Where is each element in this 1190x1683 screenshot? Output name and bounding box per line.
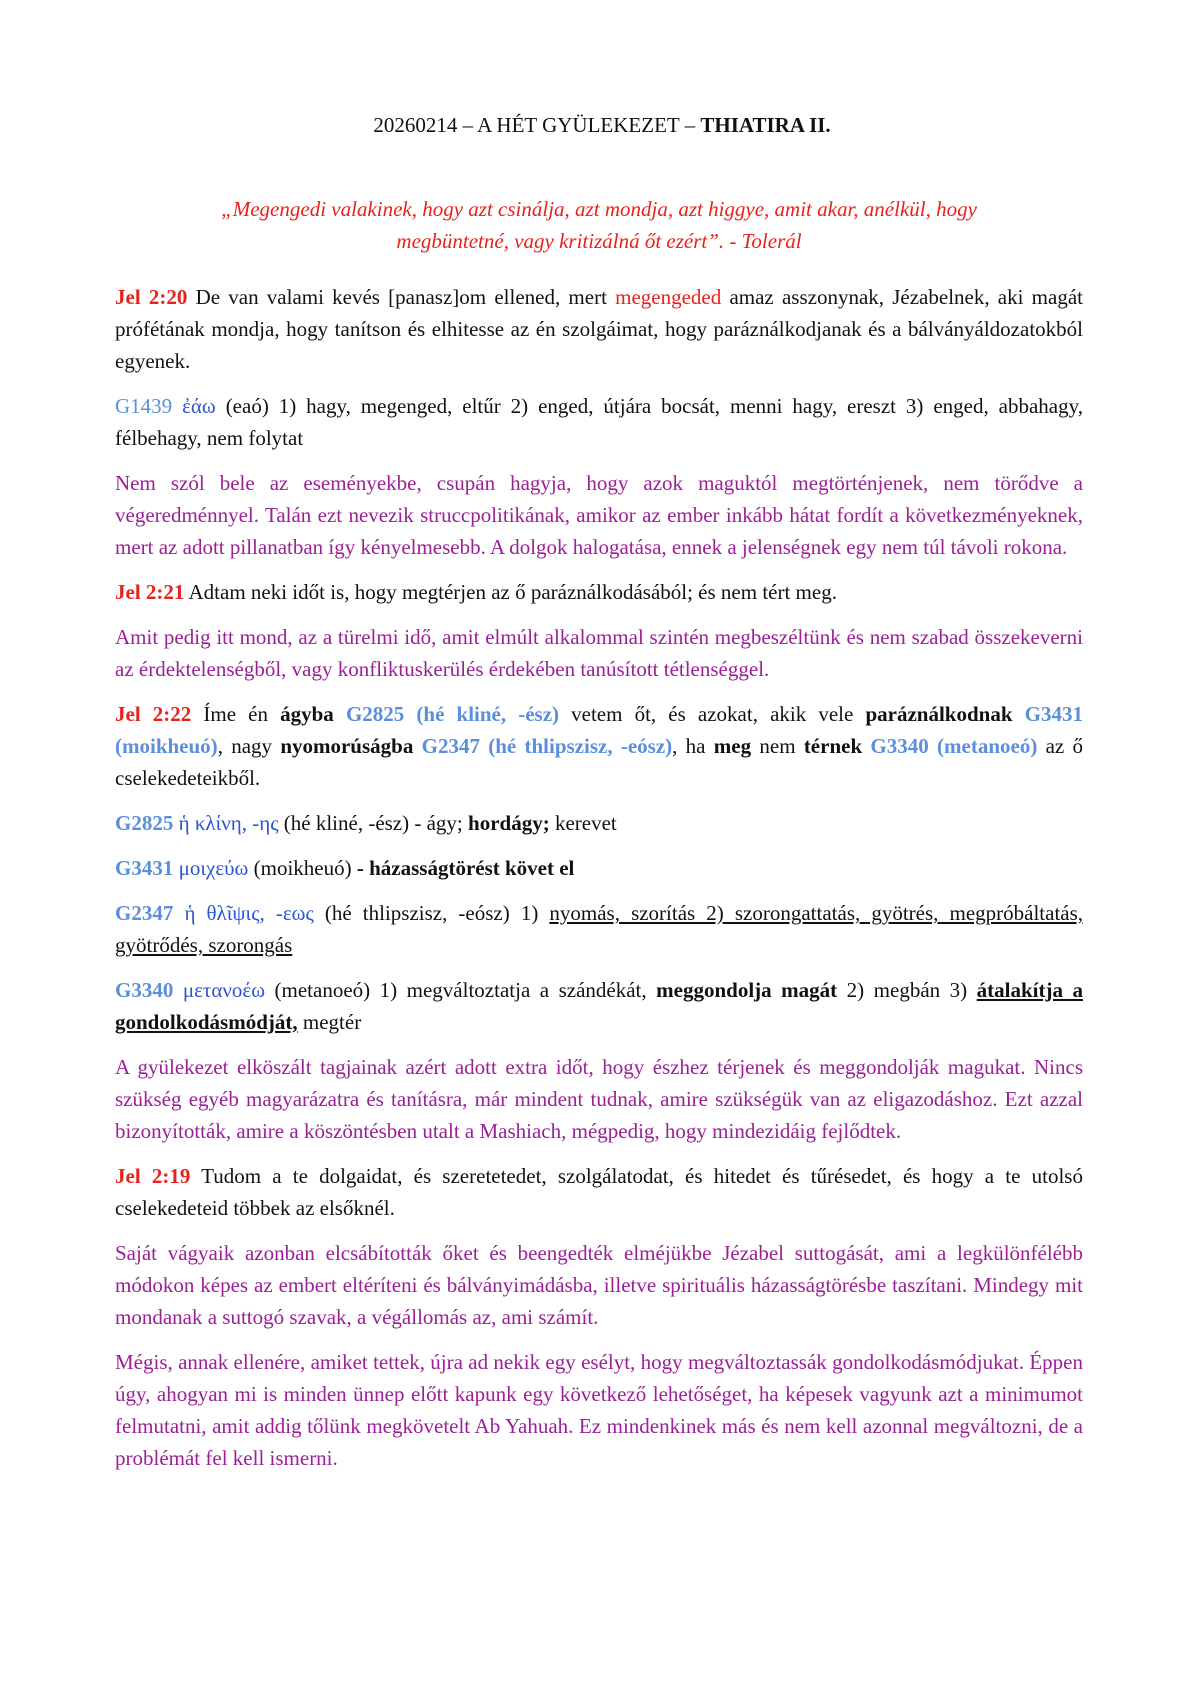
quote-line-2: megbüntetné, vagy kritizálná őt ezért”. - Tolerál xyxy=(396,229,802,253)
verse-ref: Jel 2:20 xyxy=(115,285,188,309)
strong-ref: G2347 (hé thlipszisz, -eósz) xyxy=(421,734,673,758)
verse-text: , ha xyxy=(672,734,714,758)
verse-2-21 xyxy=(115,576,1083,608)
verse-ref: Jel 2:19 xyxy=(115,1164,191,1188)
lexicon-g1439 xyxy=(115,390,1083,454)
bold-word: térnek xyxy=(803,734,863,758)
verse-text: nem xyxy=(751,734,804,758)
greek-word: μοιχεύω xyxy=(178,856,249,880)
strong-ref: G2825 (hé kliné, -ész) xyxy=(345,702,560,726)
strong-code: G3431 xyxy=(115,856,174,880)
bold-word: paráználkodnak xyxy=(865,702,1013,726)
strong-code: G3340 xyxy=(115,978,174,1002)
verse-text: Íme én xyxy=(191,702,281,726)
verse-text: amaz asszonynak, Jézabelnek, aki magát prófétának mondja, hogy tanítson és elhitesse az én szolgáimat, hogy paráználkodjanak és a bálványáldozatokból egyenek. xyxy=(115,285,1083,373)
verse-2-22 xyxy=(115,698,1083,794)
lexicon-text: 2) megbán 3) xyxy=(837,978,977,1002)
bold-word: - házasságtörést követ el xyxy=(356,856,575,880)
underlined-text: nyomás, szorítás 2) szorongattatás, gyötrés, megpróbáltatás, gyötrődés, szorongás xyxy=(115,901,1084,957)
definition-quote xyxy=(115,193,1083,257)
lexicon-text: (eaó) 1) hagy, megenged, eltűr 2) enged, útjára bocsát, menni hagy, ereszt 3) enged, abbahagy, félbehagy, nem folytat xyxy=(115,394,1084,450)
lexicon-text: (moikheuó) xyxy=(248,856,357,880)
lexicon-g3431 xyxy=(115,852,1083,884)
bold-word: meggondolja magát xyxy=(656,978,838,1002)
commentary-paragraph: A gyülekezet elköszált tagjainak azért adott extra időt, hogy észhez térjenek és meggondolják magukat. Nincs szükség egyéb magyarázatra és tanításra, már mindent tudnak, amire szükségük van az eligazodáshoz. Ezt azzal bizonyították, amire a köszöntésben utalt a Mashiach, mégpedig, hogy mindezidáig fejlődtek. xyxy=(115,1055,1083,1143)
bold-word: meg xyxy=(713,734,752,758)
bold-word: ágyba xyxy=(280,702,334,726)
lexicon-text: megtér xyxy=(297,1010,362,1034)
verse-ref: Jel 2:22 xyxy=(115,702,192,726)
greek-word: μετανοέω xyxy=(182,978,266,1002)
verse-2-20 xyxy=(115,281,1083,377)
title-prefix: 20260214 – A HÉT GYÜLEKEZET – xyxy=(373,113,701,137)
greek-word: ἐάω xyxy=(182,394,216,418)
verse-text: , nagy xyxy=(217,734,281,758)
commentary-paragraph: Mégis, annak ellenére, amiket tettek, újra ad nekik egy esélyt, hogy megváltoztassák gondolkodásmódjukat. Éppen úgy, ahogyan mi is minden ünnep előtt kapunk egy következő lehetőséget, ha képesek vagyunk azt a minimumot felmutatni, amit addig tőlünk megkövetelt Ab Yahuah. Ez mindenkinek más és nem kell azonnal megváltozni, de a problémát fel kell ismerni. xyxy=(115,1350,1083,1470)
strong-code: G2825 xyxy=(115,811,174,835)
lexicon-text: (hé thlipszisz, -eósz) 1) xyxy=(313,901,550,925)
verse-ref: Jel 2:21 xyxy=(115,580,185,604)
verse-text: vetem őt, és azokat, akik vele xyxy=(559,702,866,726)
quote-line-1: „Megengedi valakinek, hogy azt csinálja, azt mondja, azt higgye, amit akar, anélkül, hogy xyxy=(221,197,977,221)
greek-word: ἡ κλίνη, -ης xyxy=(178,811,279,835)
bold-underlined-text: átalakítja a gondolkodásmódját, xyxy=(115,978,1083,1034)
verse-2-19 xyxy=(115,1160,1083,1224)
page-title xyxy=(115,113,1083,138)
strong-ref: G3340 (metanoeó) xyxy=(870,734,1038,758)
document-body xyxy=(115,113,1083,1487)
title-bold: THIATIRA II. xyxy=(700,113,831,137)
strong-code: G2347 xyxy=(115,901,174,925)
lexicon-text: (metanoeó) 1) megváltoztatja a szándékát, xyxy=(265,978,657,1002)
verse-highlight: megengeded xyxy=(615,285,722,309)
lexicon-text: (hé kliné, -ész) - ágy; xyxy=(278,811,469,835)
lexicon-text: kerevet xyxy=(549,811,617,835)
commentary-paragraph: Nem szól bele az eseményekbe, csupán hagyja, hogy azok maguktól megtörténjenek, nem törődve a végeredménnyel. Talán ezt nevezik struccpolitikának, amikor az ember inkább hátat fordít a következményeknek, mert az adott pillanatban így kényelmesebb. A dolgok halogatása, ennek a jelenségnek egy nem túl távoli rokona. xyxy=(115,471,1083,559)
verse-text: Tudom a te dolgaidat, és szeretetedet, szolgálatodat, és hitedet és tűrésedet, és hogy a te utolsó cselekedeteid többek az elsőknél. xyxy=(115,1164,1083,1220)
bold-word: nyomorúságba xyxy=(280,734,414,758)
commentary-paragraph: Saját vágyaik azonban elcsábították őket és beengedték elméjükbe Jézabel suttogását, ami a legkülönfélébb módokon képes az embert eltéríteni és bálványimádásba, illetve spirituális házasságtörésbe taszítani. Mindegy mit mondanak a suttogó szavak, a végállomás az, ami számít. xyxy=(115,1241,1083,1329)
verse-text: De van valami kevés [panasz]om ellened, mert xyxy=(187,285,616,309)
bold-word: hordágy; xyxy=(468,811,550,835)
verse-text: az ő cselekedeteikből. xyxy=(115,734,1084,790)
lexicon-g2825 xyxy=(115,807,1083,839)
verse-text: Adtam neki időt is, hogy megtérjen az ő paráználkodásából; és nem tért meg. xyxy=(184,580,837,604)
lexicon-g2347 xyxy=(115,897,1083,961)
strong-code: G1439 xyxy=(115,394,173,418)
strong-ref: G3431 (moikheuó) xyxy=(115,702,1083,758)
greek-word: ἡ θλῖψις, -εως xyxy=(184,901,314,925)
commentary-paragraph: Amit pedig itt mond, az a türelmi idő, amit elmúlt alkalommal szintén megbeszéltünk és nem szabad összekeverni az érdektelenségből, vagy konfliktuskerülés érdekében tanúsított tétlenséggel. xyxy=(115,625,1083,681)
lexicon-g3340 xyxy=(115,974,1083,1038)
